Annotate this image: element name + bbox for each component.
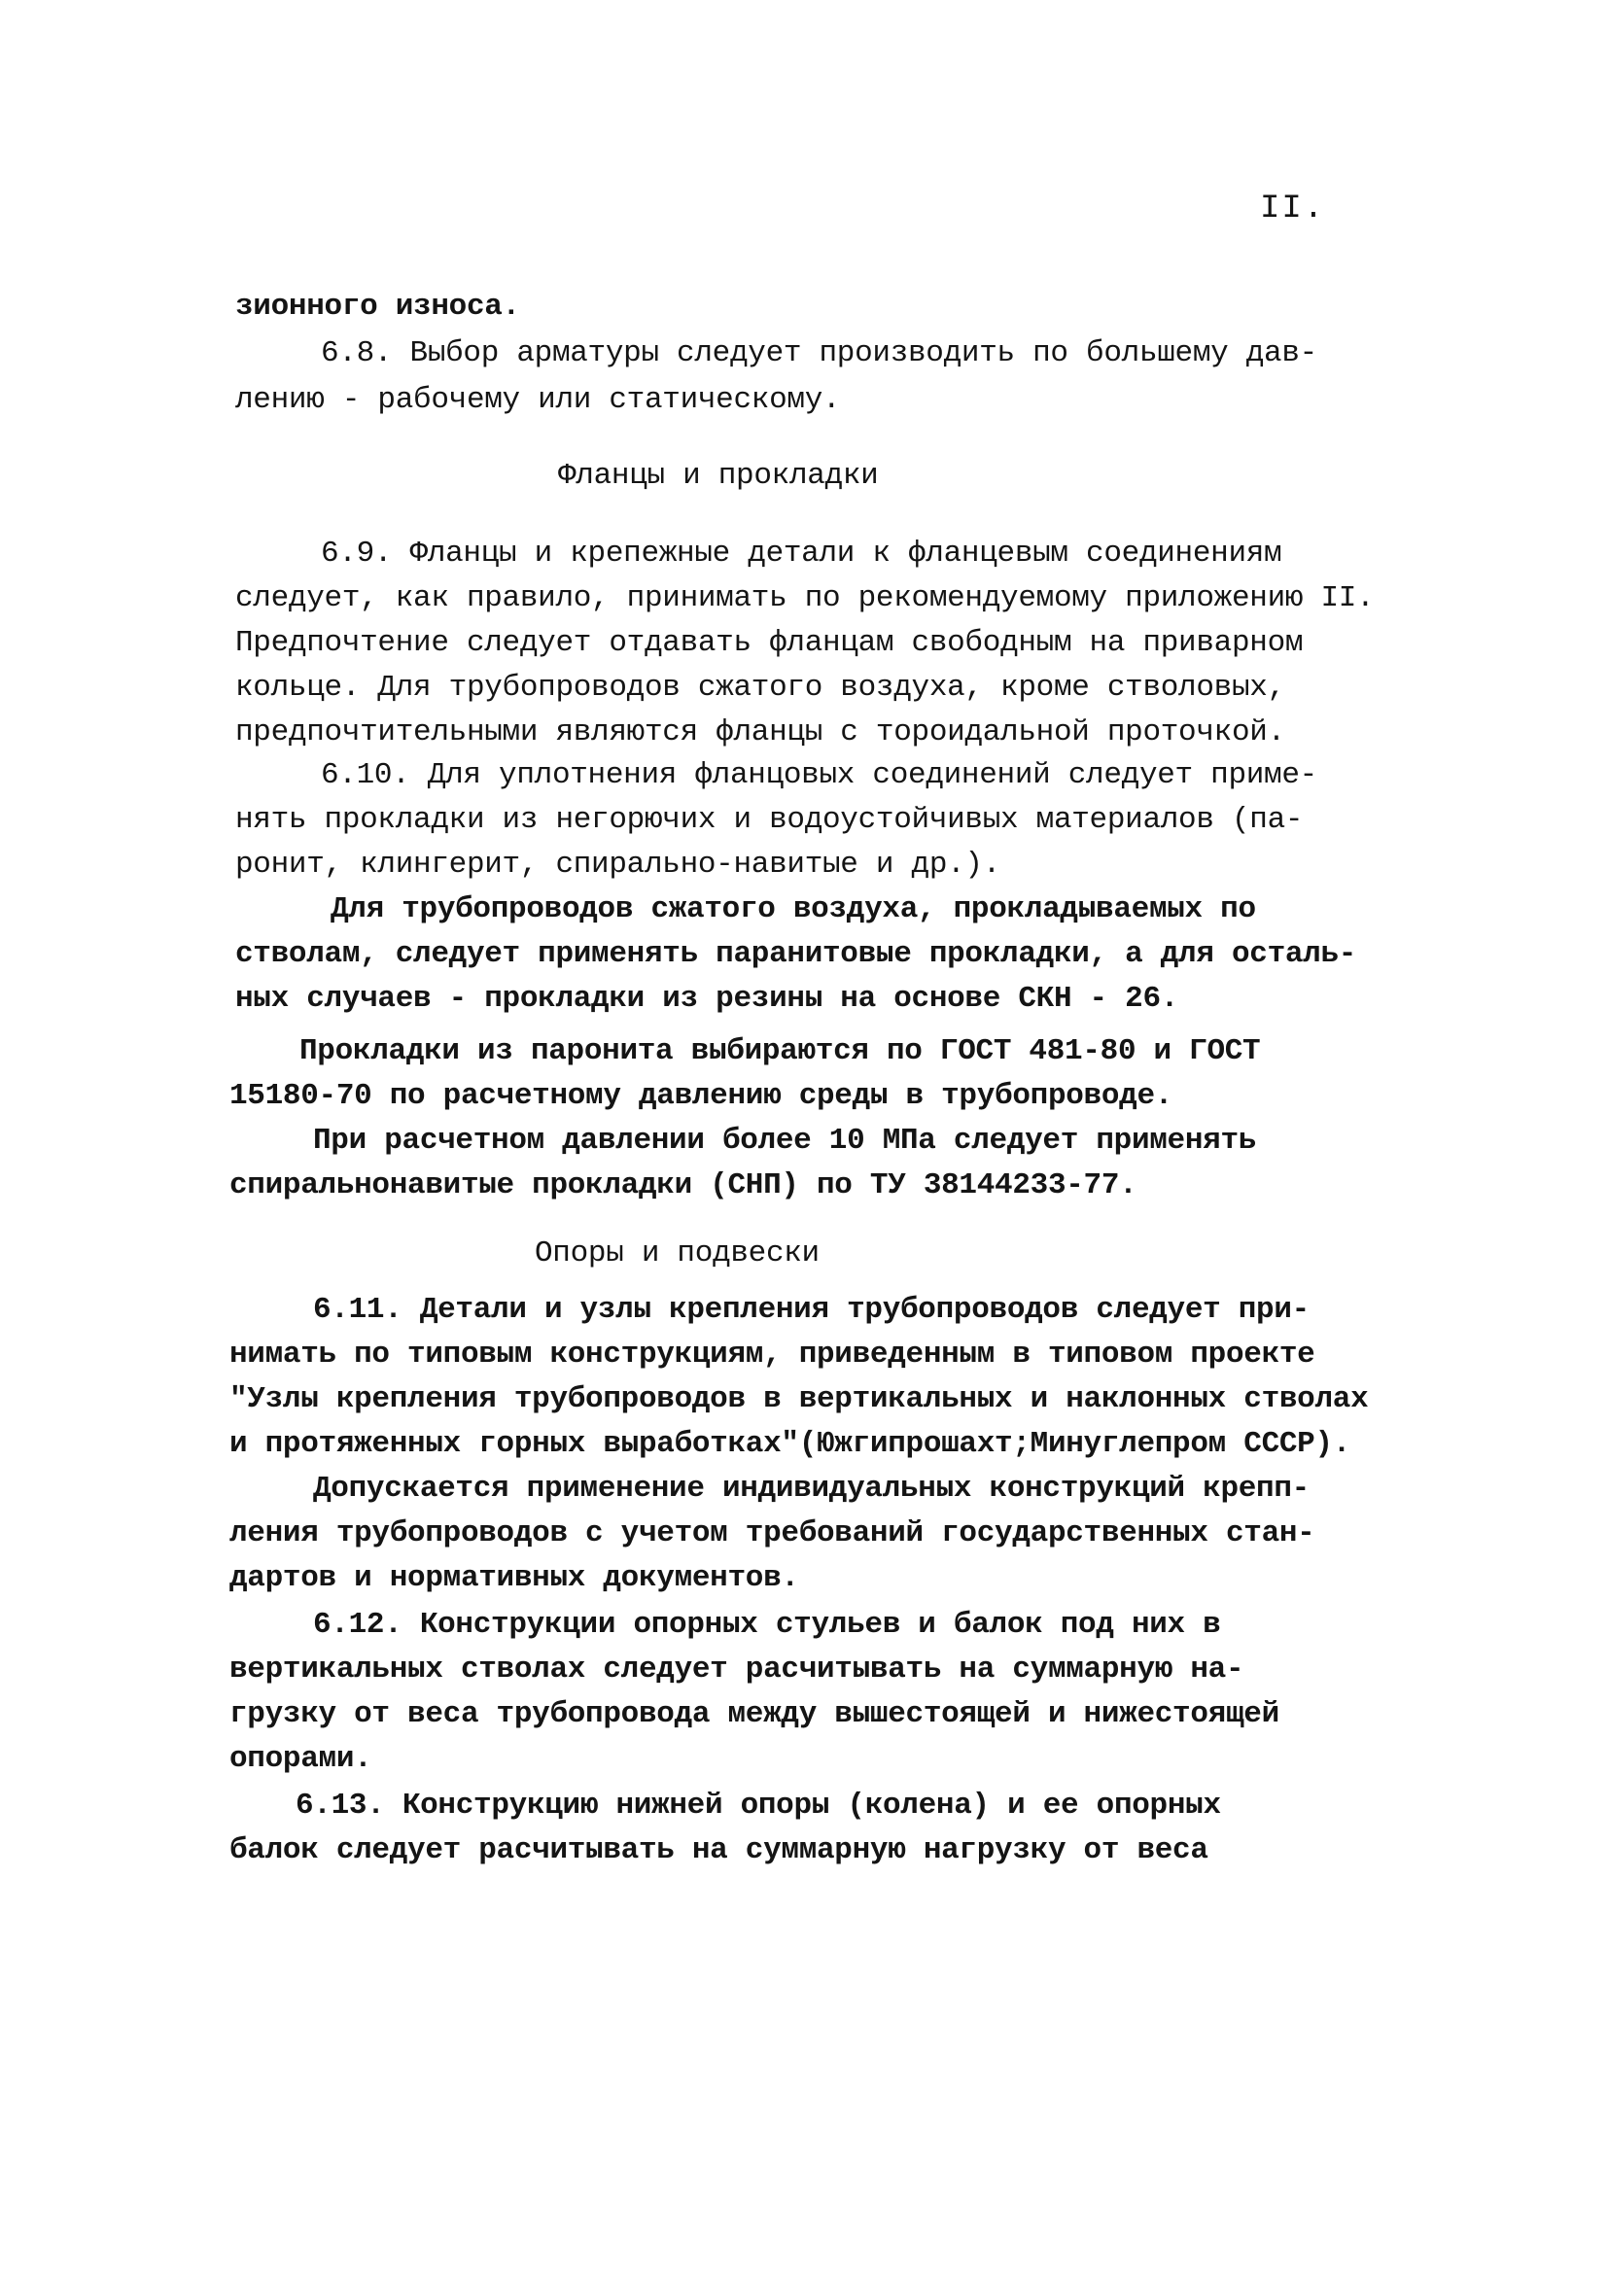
text-line: нимать по типовым конструкциям, приведенным в типовом проекте <box>229 1338 1315 1372</box>
text-line: При расчетном давлении более 10 МПа следует применять <box>313 1124 1257 1158</box>
text-line: предпочтительными являются фланцы с тороидальной проточкой. <box>235 715 1285 749</box>
text-line: спиральнонавитые прокладки (СНП) по ТУ 38144233-77. <box>229 1168 1137 1202</box>
text-line: опорами. <box>229 1742 372 1776</box>
text-line: Для трубопроводов сжатого воздуха, прокладываемых по <box>331 892 1256 926</box>
text-line: ления трубопроводов с учетом требований государственных стан- <box>229 1516 1315 1550</box>
text-line: дартов и нормативных документов. <box>229 1561 799 1595</box>
text-line: кольце. Для трубопроводов сжатого воздуха, кроме стволовых, <box>235 671 1285 705</box>
text-line: 15180-70 по расчетному давлению среды в трубопроводе. <box>229 1079 1173 1113</box>
text-line: лению - рабочему или статическому. <box>235 383 841 417</box>
text-line: 6.8. Выбор арматуры следует производить по большему дав- <box>321 336 1317 370</box>
section-heading: Фланцы и прокладки <box>558 459 879 493</box>
text-line: Предпочтение следует отдавать фланцам свободным на приварном <box>235 626 1304 660</box>
text-line: 6.12. Конструкции опорных стульев и балок под них в <box>313 1608 1221 1642</box>
page-number: II. <box>1260 191 1326 227</box>
text-line: 6.13. Конструкцию нижней опоры (колена) и ее опорных <box>296 1789 1221 1823</box>
section-heading: Опоры и подвески <box>535 1236 820 1270</box>
text-line: нять прокладки из негорючих и водоустойчивых материалов (па- <box>235 803 1304 837</box>
text-line: вертикальных стволах следует расчитывать на суммарную на- <box>229 1652 1244 1687</box>
text-line: Допускается применение индивидуальных конструкций крепп- <box>313 1472 1310 1506</box>
text-line: балок следует расчитывать на суммарную нагрузку от веса <box>229 1833 1208 1867</box>
text-line: стволам, следует применять паранитовые прокладки, а для осталь- <box>235 937 1357 971</box>
text-line: ных случаев - прокладки из резины на основе СКН - 26. <box>235 982 1179 1016</box>
text-line: зионного износа. <box>235 290 520 324</box>
text-line: 6.11. Детали и узлы крепления трубопроводов следует при- <box>313 1293 1310 1327</box>
text-line: Прокладки из паронита выбираются по ГОСТ 481-80 и ГОСТ <box>299 1034 1261 1068</box>
text-line: и протяженных горных выработках"(Южгипрошахт;Минуглепром СССР). <box>229 1427 1351 1461</box>
text-line: 6.9. Фланцы и крепежные детали к фланцевым соединениям <box>321 537 1282 571</box>
text-line: 6.10. Для уплотнения фланцовых соединений следует приме- <box>321 758 1317 792</box>
text-line: ронит, клингерит, спирально-навитые и др.). <box>235 848 1001 882</box>
text-line: следует, как правило, принимать по рекомендуемому приложению II. <box>235 581 1375 615</box>
text-line: "Узлы крепления трубопроводов в вертикальных и наклонных стволах <box>229 1382 1369 1416</box>
text-line: грузку от веса трубопровода между вышестоящей и нижестоящей <box>229 1697 1279 1731</box>
